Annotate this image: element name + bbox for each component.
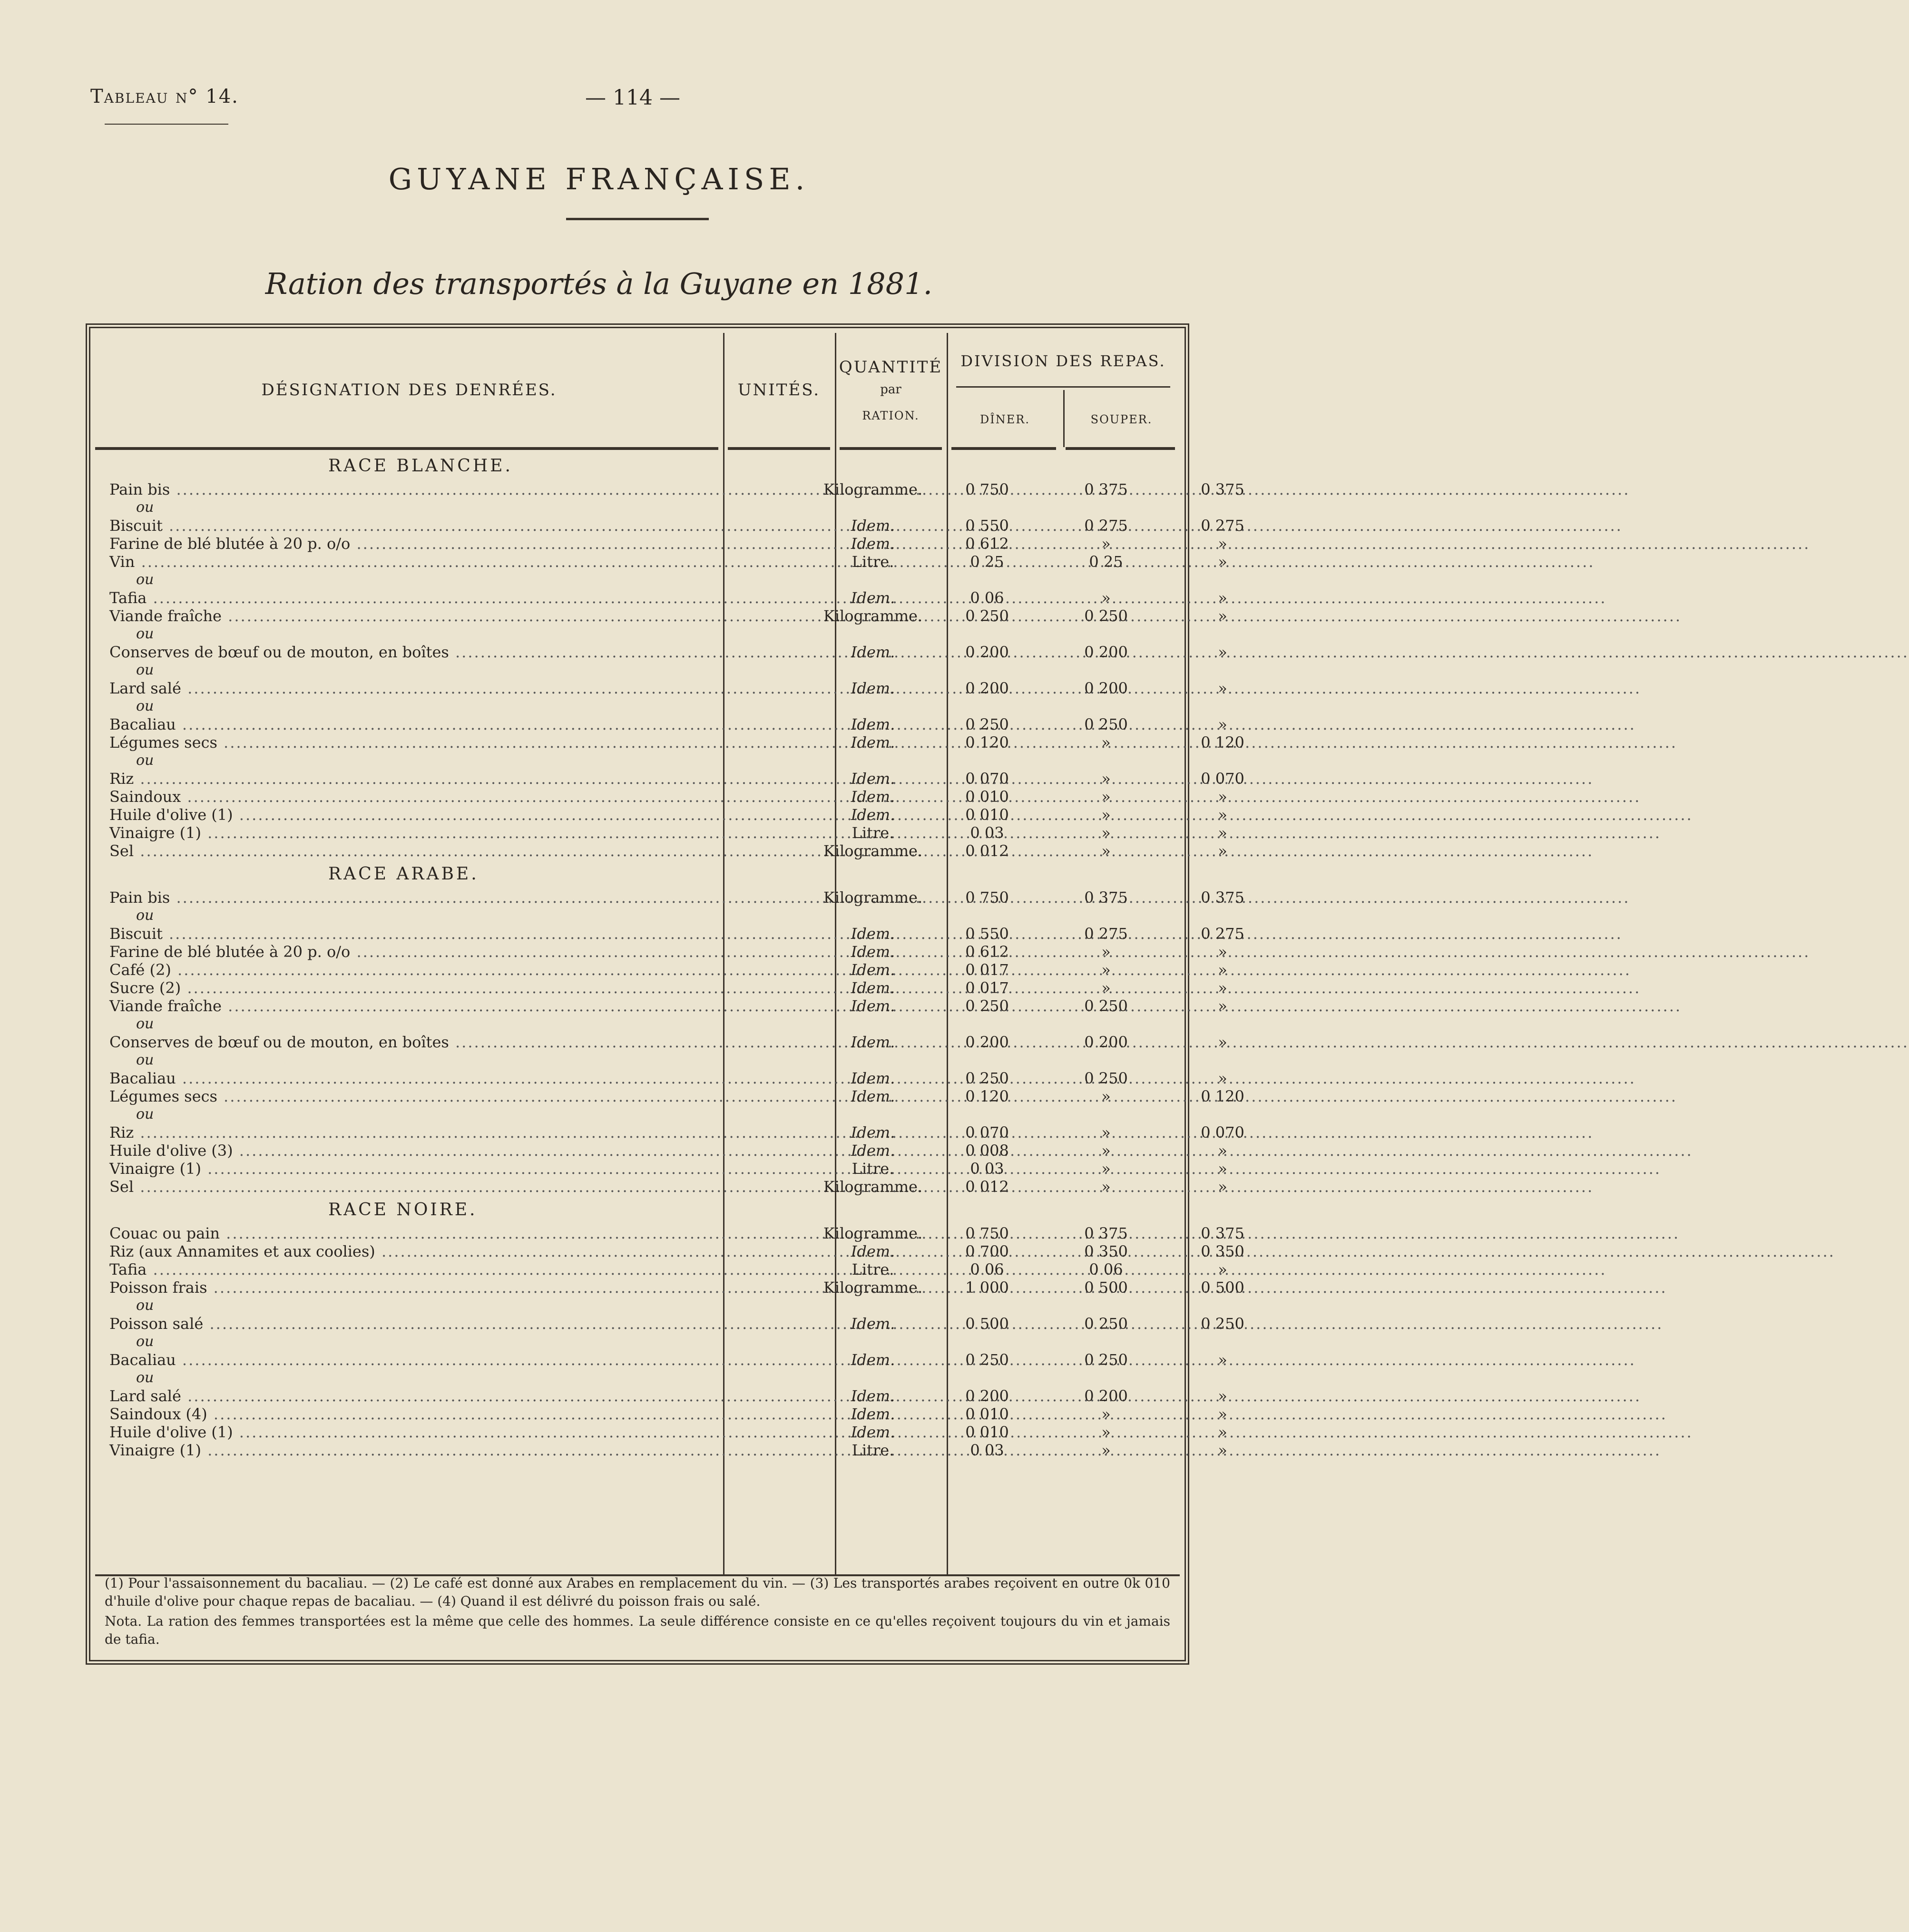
alternative-marker: ou (136, 752, 154, 769)
souper-cell: 0 120 (1201, 733, 1244, 751)
quantity-cell: 0 700 (965, 1242, 1009, 1260)
unit-cell: Idem. (851, 589, 895, 607)
diner-cell: » (1101, 788, 1111, 806)
unit-cell: Idem. (851, 1242, 895, 1260)
alternative-marker: ou (136, 571, 154, 588)
quantity-cell: 0 070 (965, 1123, 1009, 1142)
souper-cell: 0 070 (1201, 1123, 1244, 1142)
section-title-text: RACE NOIRE. (328, 1200, 478, 1220)
diner-cell: 0 250 (1084, 1315, 1128, 1333)
item-label: Sucre (2) ..... (109, 979, 813, 997)
alternative-marker: ou (136, 1369, 154, 1386)
table-row (95, 1142, 1227, 1160)
item-label: Pain bis ..... (109, 888, 813, 907)
quantity-cell: 0 612 (965, 535, 1009, 553)
souper-cell: » (1218, 535, 1227, 553)
item-label: Huile d'olive (1) ..... (109, 1423, 813, 1441)
table-body (95, 452, 1244, 1459)
alternative-marker-row (95, 1051, 1180, 1069)
item-label: Riz (aux Annamites et aux coolies) ..... (109, 1242, 813, 1260)
alternative-marker: ou (136, 698, 154, 714)
table-row (95, 1423, 1227, 1441)
alternative-marker-row (95, 697, 1180, 715)
diner-cell: 0 375 (1084, 480, 1128, 498)
item-label: Bacaliau ..... (109, 715, 813, 733)
unit-cell: Idem. (851, 535, 895, 553)
item-label: Poisson frais ..... (109, 1278, 813, 1297)
table-row (95, 888, 1244, 907)
unit-cell: Idem. (851, 1123, 895, 1142)
item-label: Farine de blé blutée à 20 p. o/o ..... (109, 943, 813, 961)
diner-cell: 0 375 (1084, 888, 1128, 907)
quantity-cell: 0 550 (965, 517, 1009, 535)
diner-cell: » (1101, 1160, 1111, 1178)
alternative-marker: ou (136, 1015, 154, 1032)
unit-cell: Idem. (851, 925, 895, 943)
footnote-text: (1) Pour l'assaisonnement du bacaliau. — (2) Le café est donné aux Arabes en remplacement du vin. — (3) Les transportés arabes reçoivent en outre 0k 010 d'huile d'olive pour chaque repas de bacaliau. — (4) Quand il est délivré du poisson frais ou salé. (105, 1575, 1170, 1609)
page-subtitle: Ration des transportés à la Guyane en 1881. (265, 266, 933, 301)
unit-cell: Idem. (851, 1423, 895, 1441)
header-diner: DÎNER. (980, 413, 1030, 426)
diner-cell: 0 250 (1084, 607, 1128, 625)
table-row (95, 1351, 1227, 1369)
alternative-marker: ou (136, 1297, 154, 1314)
table-row (95, 979, 1227, 997)
alternative-marker: ou (136, 1333, 154, 1350)
section-title-text: RACE BLANCHE. (328, 456, 513, 476)
quantity-cell: 0 250 (965, 607, 1009, 625)
table-row (95, 1224, 1244, 1242)
alternative-marker-row (95, 1297, 1180, 1315)
unit-cell: Idem. (851, 1405, 895, 1423)
quantity-cell: 0 010 (965, 788, 1009, 806)
quantity-cell: 0 550 (965, 925, 1009, 943)
unit-cell: Idem. (851, 1087, 895, 1105)
table-row (95, 553, 1227, 571)
quantity-cell: 0 008 (965, 1142, 1009, 1160)
alternative-marker-row (95, 1369, 1180, 1387)
diner-cell: » (1101, 1087, 1111, 1105)
souper-cell: » (1218, 842, 1227, 860)
table-row (95, 842, 1227, 860)
table-row (95, 643, 1227, 661)
souper-cell: » (1218, 679, 1227, 697)
souper-cell: 0 375 (1201, 480, 1244, 498)
table-row (95, 733, 1244, 751)
quantity-cell: 0 010 (965, 806, 1009, 824)
item-label: Vinaigre (1) ..... (109, 1160, 813, 1178)
quantity-cell: 0 750 (965, 888, 1009, 907)
diner-cell: 0 275 (1084, 925, 1128, 943)
table-row (95, 679, 1227, 697)
item-label: Sel ..... (109, 1178, 813, 1196)
item-label: Riz ..... (109, 1123, 813, 1142)
diner-cell: » (1101, 535, 1111, 553)
alternative-marker-row (95, 1105, 1180, 1123)
unit-cell: Idem. (851, 1069, 895, 1087)
item-label: Saindoux ..... (109, 788, 813, 806)
item-label: Lard salé ..... (109, 1387, 813, 1405)
item-label: Huile d'olive (1) ..... (109, 806, 813, 824)
unit-cell: Idem. (851, 1315, 895, 1333)
item-label: Café (2) ..... (109, 961, 813, 979)
table-row (95, 961, 1227, 979)
souper-cell: » (1218, 1142, 1227, 1160)
diner-cell: » (1101, 1405, 1111, 1423)
quantity-cell: 0 017 (965, 961, 1009, 979)
quantity-cell: 0 250 (965, 1069, 1009, 1087)
souper-cell: 0 120 (1201, 1087, 1244, 1105)
table-row (95, 1441, 1227, 1459)
quantity-cell: 0 250 (965, 715, 1009, 733)
page-title: GUYANE FRANÇAISE. (388, 162, 810, 196)
quantity-cell: 0 070 (965, 770, 1009, 788)
souper-cell: » (1218, 1069, 1227, 1087)
unit-cell: Idem. (851, 715, 895, 733)
quantity-cell: 0 06 (970, 589, 1004, 607)
item-label: Huile d'olive (3) ..... (109, 1142, 813, 1160)
diner-cell: 0 350 (1084, 1242, 1128, 1260)
souper-cell: 0 350 (1201, 1242, 1244, 1260)
table-row (95, 589, 1227, 607)
souper-cell: » (1218, 1178, 1227, 1196)
diner-cell: » (1101, 1142, 1111, 1160)
alternative-marker-row (95, 1333, 1180, 1351)
item-label: Tafia ..... (109, 589, 813, 607)
item-label: Bacaliau ..... (109, 1351, 813, 1369)
page-header (90, 86, 1165, 114)
unit-cell: Idem. (851, 1142, 895, 1160)
alternative-marker: ou (136, 625, 154, 642)
item-label: Biscuit ..... (109, 925, 813, 943)
header-rule (95, 447, 1180, 450)
table-row (95, 770, 1244, 788)
item-label: Tafia ..... (109, 1260, 813, 1278)
quantity-cell: 0 03 (970, 824, 1004, 842)
diner-cell: 0 250 (1084, 715, 1128, 733)
diner-cell: 0 200 (1084, 1387, 1128, 1405)
quantity-cell: 0 250 (965, 997, 1009, 1015)
diner-cell: » (1101, 1441, 1111, 1459)
souper-cell: » (1218, 1260, 1227, 1278)
table-row (95, 1315, 1244, 1333)
header-ration: RATION. (862, 409, 920, 422)
diner-cell: » (1101, 842, 1111, 860)
section-title (95, 1196, 1180, 1224)
item-label: Riz ..... (109, 770, 813, 788)
souper-cell: 0 250 (1201, 1315, 1244, 1333)
souper-cell: » (1218, 1160, 1227, 1178)
alternative-marker: ou (136, 662, 154, 678)
item-label: Légumes secs ..... (109, 733, 813, 751)
diner-cell: » (1101, 589, 1111, 607)
diner-cell: » (1101, 1123, 1111, 1142)
alternative-marker-row (95, 625, 1180, 643)
unit-cell: Idem. (851, 788, 895, 806)
unit-cell: Litre. (852, 824, 894, 842)
souper-cell: 0 375 (1201, 888, 1244, 907)
unit-cell: Idem. (851, 517, 895, 535)
alternative-marker-row (95, 751, 1180, 770)
unit-cell: Idem. (851, 1387, 895, 1405)
table-row (95, 1123, 1244, 1142)
table-row (95, 1260, 1227, 1278)
unit-cell: Idem. (851, 979, 895, 997)
unit-cell: Idem. (851, 961, 895, 979)
alternative-marker-row (95, 661, 1180, 679)
unit-cell: Kilogramme. (823, 1178, 923, 1196)
souper-cell: » (1218, 1441, 1227, 1459)
diner-cell: 0 200 (1084, 643, 1128, 661)
diner-cell: » (1101, 806, 1111, 824)
header-division: DIVISION DES REPAS. (960, 352, 1166, 370)
table-row (95, 535, 1227, 553)
unit-cell: Kilogramme. (823, 607, 923, 625)
table-row (95, 806, 1227, 824)
header-unites: UNITÉS. (737, 381, 821, 400)
unit-cell: Idem. (851, 1033, 895, 1051)
unit-cell: Kilogramme. (823, 1278, 923, 1297)
unit-cell: Idem. (851, 679, 895, 697)
diner-cell: 0 250 (1084, 1069, 1128, 1087)
diner-cell: 0 250 (1084, 997, 1128, 1015)
quantity-cell: 0 06 (970, 1260, 1004, 1278)
table-row (95, 1405, 1227, 1423)
table-row (95, 1033, 1227, 1051)
division-rule (956, 386, 1170, 388)
souper-cell: » (1218, 1423, 1227, 1441)
souper-cell: 0 275 (1201, 925, 1244, 943)
souper-cell: » (1218, 607, 1227, 625)
quantity-cell: 0 120 (965, 1087, 1009, 1105)
quantity-cell: 0 03 (970, 1441, 1004, 1459)
diner-cell: 0 275 (1084, 517, 1128, 535)
diner-cell: » (1101, 824, 1111, 842)
table-row (95, 943, 1227, 961)
souper-cell: » (1218, 943, 1227, 961)
item-label: Couac ou pain ..... (109, 1224, 813, 1242)
souper-cell: » (1218, 788, 1227, 806)
diner-cell: 0 375 (1084, 1224, 1128, 1242)
quantity-cell: 0 25 (970, 553, 1004, 571)
souper-cell: » (1218, 997, 1227, 1015)
diner-cell: 0 500 (1084, 1278, 1128, 1297)
diner-cell: » (1101, 1178, 1111, 1196)
item-label: Vin ..... (109, 553, 813, 571)
souper-cell: » (1218, 553, 1227, 571)
table-row (95, 997, 1227, 1015)
diner-cell: 0 250 (1084, 1351, 1128, 1369)
section-title (95, 860, 1180, 888)
item-label: Conserves de bœuf ou de mouton, en boîtes ..... (109, 1033, 813, 1051)
alternative-marker: ou (136, 499, 154, 516)
quantity-cell: 0 010 (965, 1423, 1009, 1441)
item-label: Biscuit ..... (109, 517, 813, 535)
quantity-cell: 0 012 (965, 842, 1009, 860)
unit-cell: Idem. (851, 997, 895, 1015)
item-label: Vinaigre (1) ..... (109, 824, 813, 842)
alternative-marker: ou (136, 1106, 154, 1122)
diner-cell: » (1101, 733, 1111, 751)
souper-cell: » (1218, 589, 1227, 607)
unit-cell: Idem. (851, 806, 895, 824)
unit-cell: Litre. (852, 553, 894, 571)
quantity-cell: 0 03 (970, 1160, 1004, 1178)
quantity-cell: 0 612 (965, 943, 1009, 961)
table-row (95, 607, 1227, 625)
diner-cell: » (1101, 770, 1111, 788)
quantity-cell: 0 200 (965, 1387, 1009, 1405)
souper-cell: 0 070 (1201, 770, 1244, 788)
diner-cell: 0 200 (1084, 679, 1128, 697)
table-row (95, 480, 1244, 498)
nota-text: Nota. La ration des femmes transportées est la même que celle des hommes. La seule différence consiste en ce qu'elles reçoivent toujours du vin et jamais de tafia. (105, 1613, 1170, 1647)
item-label: Bacaliau ..... (109, 1069, 813, 1087)
souper-cell: » (1218, 715, 1227, 733)
tableau-number: Tableau n° 14. (90, 86, 239, 107)
page-number: — 114 — (585, 86, 680, 110)
unit-cell: Idem. (851, 733, 895, 751)
table-row (95, 1069, 1227, 1087)
table-row (95, 517, 1244, 535)
diner-cell: 0 200 (1084, 1033, 1128, 1051)
unit-cell: Idem. (851, 943, 895, 961)
quantity-cell: 0 017 (965, 979, 1009, 997)
item-label: Vinaigre (1) ..... (109, 1441, 813, 1459)
quantity-cell: 0 200 (965, 679, 1009, 697)
divider (105, 124, 228, 125)
unit-cell: Kilogramme. (823, 480, 923, 498)
souper-cell: » (1218, 1405, 1227, 1423)
quantity-cell: 0 750 (965, 480, 1009, 498)
unit-cell: Idem. (851, 1351, 895, 1369)
unit-cell: Litre. (852, 1441, 894, 1459)
alternative-marker-row (95, 571, 1180, 589)
souper-cell: » (1218, 1387, 1227, 1405)
table-row (95, 925, 1244, 943)
table-row (95, 1278, 1244, 1297)
souper-cell: » (1218, 824, 1227, 842)
unit-cell: Litre. (852, 1160, 894, 1178)
unit-cell: Kilogramme. (823, 842, 923, 860)
item-label: Conserves de bœuf ou de mouton, en boîtes ..... (109, 643, 813, 661)
alternative-marker-row (95, 1015, 1180, 1033)
item-label: Viande fraîche ..... (109, 997, 813, 1015)
quantity-cell: 0 250 (965, 1351, 1009, 1369)
quantity-cell: 0 010 (965, 1405, 1009, 1423)
section-title-text: RACE ARABE. (328, 864, 479, 884)
section-title (95, 452, 1180, 480)
alternative-marker: ou (136, 907, 154, 924)
quantity-cell: 0 500 (965, 1315, 1009, 1333)
souper-cell: » (1218, 961, 1227, 979)
header-quantite: QUANTITÉ (839, 358, 943, 377)
table-row (95, 824, 1227, 842)
item-label: Pain bis ..... (109, 480, 813, 498)
unit-cell: Kilogramme. (823, 888, 923, 907)
alternative-marker-row (95, 498, 1180, 517)
quantity-cell: 0 750 (965, 1224, 1009, 1242)
alternative-marker-row (95, 907, 1180, 925)
item-label: Légumes secs ..... (109, 1087, 813, 1105)
quantity-cell: 0 120 (965, 733, 1009, 751)
item-label: Farine de blé blutée à 20 p. o/o ..... (109, 535, 813, 553)
unit-cell: Litre. (852, 1260, 894, 1278)
quantity-cell: 0 200 (965, 1033, 1009, 1051)
header-par: par (880, 382, 901, 397)
souper-cell: 0 275 (1201, 517, 1244, 535)
diner-cell: » (1101, 1423, 1111, 1441)
quantity-cell: 1 000 (965, 1278, 1009, 1297)
souper-cell: » (1218, 643, 1227, 661)
table-row (95, 1160, 1227, 1178)
item-label: Viande fraîche ..... (109, 607, 813, 625)
diner-cell: » (1101, 943, 1111, 961)
unit-cell: Kilogramme. (823, 1224, 923, 1242)
unit-cell: Idem. (851, 770, 895, 788)
quantity-cell: 0 200 (965, 643, 1009, 661)
item-label: Poisson salé ..... (109, 1315, 813, 1333)
table-row (95, 1387, 1227, 1405)
table-row (95, 1178, 1227, 1196)
souper-cell: » (1218, 806, 1227, 824)
souper-cell: 0 375 (1201, 1224, 1244, 1242)
header-designation: DÉSIGNATION DES DENRÉES. (261, 381, 557, 400)
alternative-marker: ou (136, 1052, 154, 1068)
souper-cell: » (1218, 1033, 1227, 1051)
diner-cell: 0 06 (1089, 1260, 1123, 1278)
table-row (95, 1242, 1244, 1260)
diner-cell: » (1101, 961, 1111, 979)
table-row (95, 715, 1227, 733)
item-label: Sel ..... (109, 842, 813, 860)
header-souper: SOUPER. (1090, 413, 1153, 426)
souper-cell: » (1218, 1351, 1227, 1369)
diner-cell: 0 25 (1089, 553, 1123, 571)
souper-cell: » (1218, 979, 1227, 997)
item-label: Lard salé ..... (109, 679, 813, 697)
footnotes (105, 1574, 1170, 1650)
unit-cell: Idem. (851, 643, 895, 661)
quantity-cell: 0 012 (965, 1178, 1009, 1196)
item-label: Saindoux (4) ..... (109, 1405, 813, 1423)
table-row (95, 788, 1227, 806)
table-row (95, 1087, 1244, 1105)
divider (566, 218, 709, 220)
souper-cell: 0 500 (1201, 1278, 1244, 1297)
diner-cell: » (1101, 979, 1111, 997)
